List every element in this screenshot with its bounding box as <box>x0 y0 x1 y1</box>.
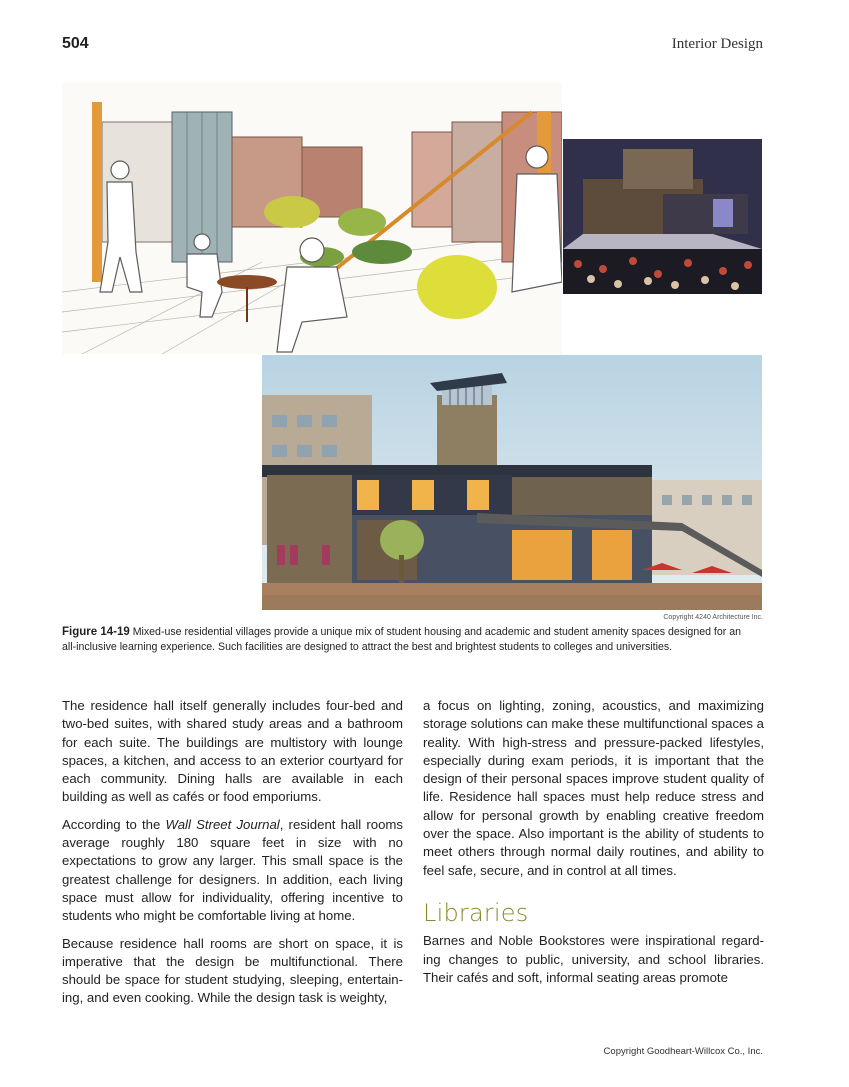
paragraph: Barnes and Noble Bookstores were inspirational regard-ing changes to public, university, and school libraries. Their cafés and soft, informal seating areas promote <box>423 933 764 985</box>
running-head: Interior Design <box>671 36 763 52</box>
night-event-image <box>563 139 762 294</box>
caption-label: Figure 14-19 <box>62 626 130 638</box>
publication-title: Wall Street Journal <box>165 816 280 832</box>
figure-credit: Copyright 4240 Architecture Inc. <box>663 614 763 621</box>
paragraph: According to the Wall Street Journal, resident hall rooms average roughly 180 square feet in size with no expectations to grow any larger. This small space is the greatest challenge for designers. In addition, each living space must allow for individuality, offering incentive to students who might be comfortable living at home. <box>62 816 403 924</box>
building-rendering-image <box>262 355 762 610</box>
footer-copyright: Copyright Goodheart-Willcox Co., Inc. <box>603 1046 763 1057</box>
section-heading: Libraries <box>423 898 529 927</box>
paragraph: a focus on lighting, zoning, acoustics, and maximizing storage solutions can make these multifunctional spaces a reality. With high-stress and pressure-packed lifestyles, especially during exam periods, it is important that the design of their personal spaces improve student quality of life. Residence hall spaces must help reduce stress and allow for personal growth by enabling creative freedom over the space. Also important is the ability of students to meet others through normal daily routines, and ability to feel safe, secure, and in control at all times. <box>423 698 764 878</box>
figure-caption <box>62 625 752 655</box>
paragraph: The residence hall itself generally includes four-bed and two-bed suites, with shared study areas and a bathroom for each suite. The buildings are multistory with lounge spaces, a kitchen, and access to an exterior courtyard for each community. Dining halls are available in each building as well as cafés or food emporiums. <box>62 698 403 805</box>
page-number: 504 <box>62 35 89 52</box>
left-column <box>62 697 403 1017</box>
right-column <box>423 697 764 996</box>
paragraph: Because residence hall rooms are short on space, it is imperative that the design be multifunctional. There should be space for student studying, sleeping, entertain-ing, and even cooking. While the design task is weighty, <box>62 935 403 1006</box>
courtyard-sketch-image <box>62 82 562 354</box>
caption-text: Mixed-use residential villages provide a unique mix of student housing and academic and student amenity spaces designed for an all-inclusive learning experience. Such facilities are designed to attract the best and brightest students to colleges and universities. <box>62 626 742 653</box>
